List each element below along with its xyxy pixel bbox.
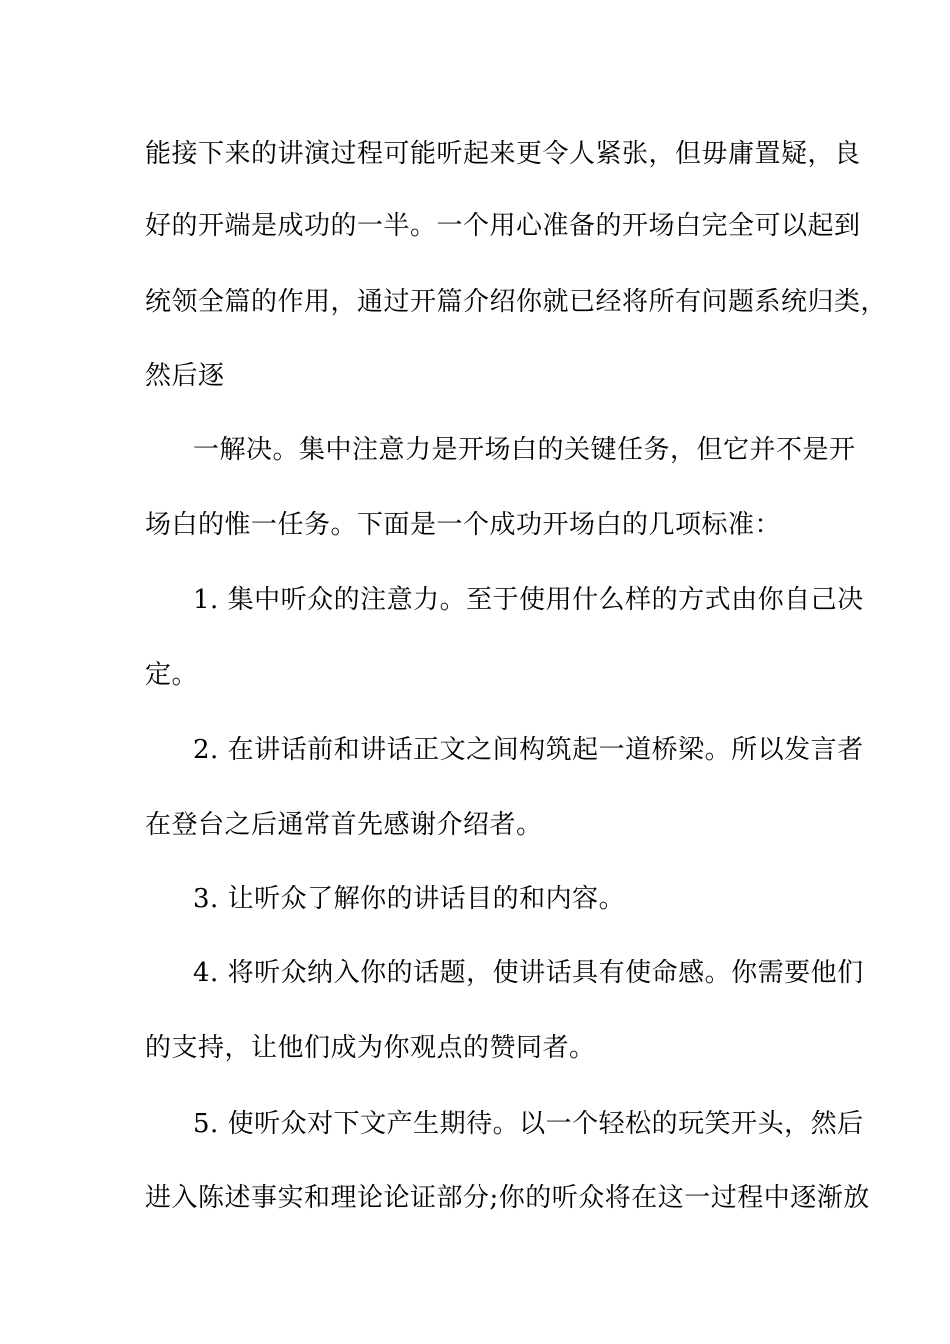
text-line: 场白的惟一任务。下面是一个成功开场白的几项标准： <box>145 510 782 540</box>
list-item-4: 4. 将听众纳入你的话题，使讲话具有使命感。你需要他们 <box>193 958 864 988</box>
text-line: 在登台之后通常首先感谢介绍者。 <box>145 810 543 840</box>
list-item-3: 3. 让听众了解你的讲话目的和内容。 <box>193 884 626 914</box>
list-item-1: 1. 集中听众的注意力。至于使用什么样的方式由你自己决 <box>193 585 864 615</box>
text-line: 好的开端是成功的一半。一个用心准备的开场白完全可以起到 <box>145 211 861 241</box>
list-item-2: 2. 在讲话前和讲话正文之间构筑起一道桥梁。所以发言者 <box>193 735 864 765</box>
text-line: 能接下来的讲演过程可能听起来更令人紧张，但毋庸置疑，良 <box>145 139 861 169</box>
text-line: 统领全篇的作用，通过开篇介绍你就已经将所有问题系统归类， <box>145 287 888 317</box>
text-line: 然后逐 <box>145 361 225 391</box>
text-line: 进入陈述事实和理论论证部分;你的听众将在这一过程中逐渐放 <box>145 1183 870 1213</box>
text-line: 一解决。集中注意力是开场白的关键任务，但它并不是开 <box>193 435 856 465</box>
text-line: 定。 <box>145 660 199 690</box>
list-item-5: 5. 使听众对下文产生期待。以一个轻松的玩笑开头，然后 <box>193 1109 864 1139</box>
text-line: 的支持，让他们成为你观点的赞同者。 <box>145 1033 596 1063</box>
